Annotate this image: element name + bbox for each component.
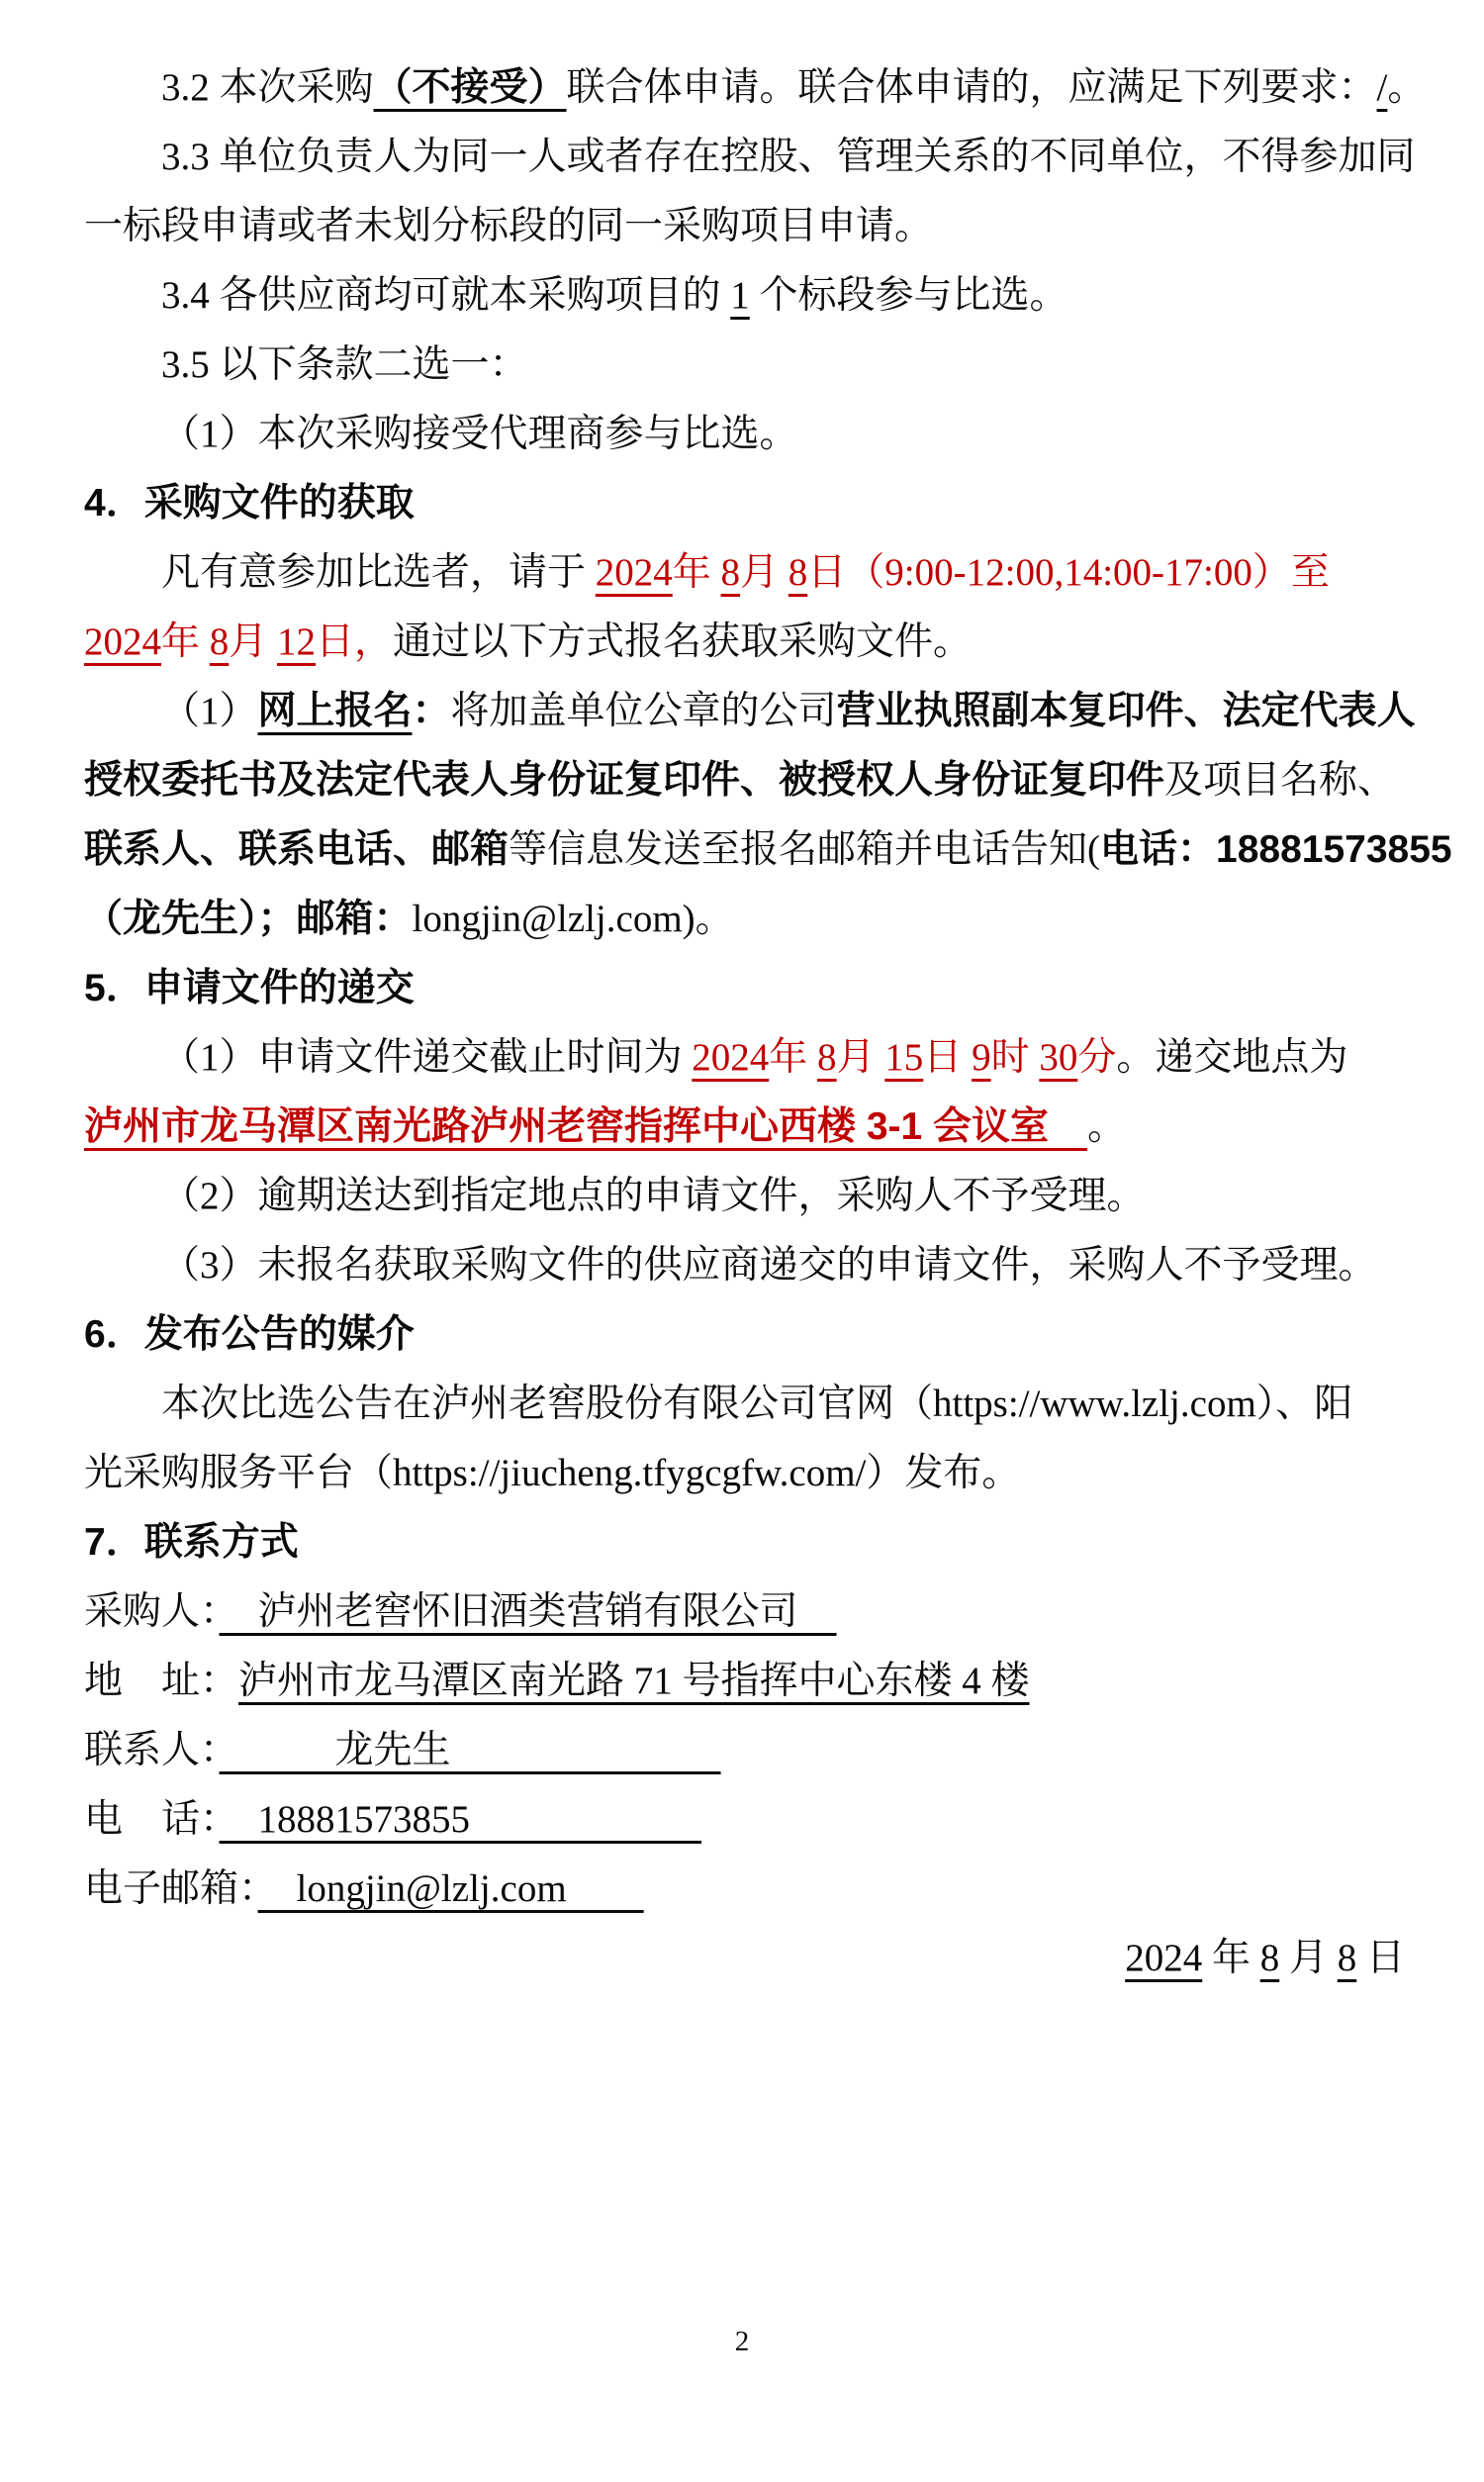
- contact-email: [84, 1855, 1405, 1924]
- text-run: 4．采购文件的获取: [84, 482, 415, 525]
- text-run: 8: [788, 551, 808, 594]
- text-run: 龙先生: [219, 1729, 721, 1771]
- text-run: 个标段参与比选。: [749, 274, 1068, 317]
- text-run: 2024: [692, 1036, 770, 1079]
- text-run: )。: [682, 898, 734, 940]
- text-run: 电子邮箱：: [84, 1867, 258, 1910]
- heading-section-5: [84, 954, 1405, 1023]
- doc-date: [84, 1924, 1405, 1993]
- text-run: 通过以下方式报名获取采购文件。: [393, 620, 973, 663]
- text-run: 泸州老窖怀旧酒类营销有限公司: [219, 1590, 837, 1633]
- text-run: 月: [229, 620, 278, 663]
- clause-3-5-option-1: [84, 400, 1405, 469]
- text-run: 2024: [84, 620, 161, 663]
- clause-3-4: [84, 261, 1405, 331]
- text-run: 12: [277, 620, 317, 663]
- text-run: 8: [817, 1036, 837, 1079]
- text-run: 泸州市龙马潭区南光路 71 号指挥中心东楼 4 楼: [238, 1660, 1030, 1702]
- clause-3-2: [84, 53, 1427, 123]
- text-run: 5．申请文件的递交: [84, 967, 415, 1009]
- text-run: 3.2 本次采购: [161, 66, 374, 109]
- text-run: 8: [1337, 1937, 1357, 1979]
- text-run: （1）: [161, 690, 258, 732]
- text-run: longjin@lzlj.com: [412, 898, 683, 940]
- para-media: [84, 1370, 1405, 1508]
- text-run: 6．发布公告的媒介: [84, 1313, 415, 1356]
- document-body: [84, 53, 1452, 1993]
- text-run: 网上报名: [257, 690, 413, 732]
- text-run: 等信息发送至报名邮箱并电话告知(: [509, 828, 1101, 871]
- text-run: 联系人、联系电话、邮箱: [84, 828, 510, 871]
- contact-purchaser: [84, 1577, 1405, 1647]
- text-run: （3）未报名获取采购文件的供应商递交的申请文件，采购人不予受理。: [161, 1244, 1377, 1287]
- text-run: 2024: [595, 551, 673, 594]
- text-run: 年: [672, 551, 721, 594]
- contact-address: [84, 1647, 1405, 1716]
- text-run: 授权委托书及法定代表人身份证复印件、被授权人身份证复印件: [84, 759, 1165, 802]
- text-run: 电 话：: [84, 1798, 220, 1841]
- heading-section-4: [84, 469, 1405, 538]
- text-run: （龙先生）；邮箱：: [84, 898, 413, 940]
- text-run: 日（9:00-12:00,14:00-17:00）至: [807, 551, 1330, 594]
- para-online-registration: [84, 677, 1452, 954]
- text-run: 分: [1077, 1036, 1117, 1079]
- text-run: （1）本次采购接受代理商参与比选。: [161, 413, 798, 455]
- text-run: 年: [161, 620, 210, 663]
- text-run: 采购人：: [84, 1590, 220, 1633]
- text-run: 及项目名称、: [1164, 759, 1397, 802]
- text-run: 2024: [1125, 1937, 1203, 1979]
- text-run: 7．联系方式: [84, 1521, 299, 1564]
- text-run: 年: [769, 1036, 818, 1079]
- text-run: 月: [1279, 1937, 1338, 1979]
- text-run: 电话：18881573855: [1100, 828, 1452, 871]
- heading-section-7: [84, 1508, 1405, 1577]
- contact-person: [84, 1716, 1405, 1785]
- text-run: 凡有意参加比选者，请于: [161, 551, 596, 594]
- text-run: ：: [412, 690, 451, 732]
- text-run: 日: [923, 1036, 973, 1079]
- text-run: 日，: [316, 620, 394, 663]
- text-run: 3.4 各供应商均可就本采购项目的: [161, 274, 731, 317]
- text-run: 8: [720, 551, 741, 594]
- clause-3-3: [84, 123, 1416, 261]
- text-run: 。: [1387, 66, 1427, 109]
- text-run: 地 址：: [84, 1660, 239, 1702]
- text-run: 光采购服务平台（https://jiucheng.tfygcgfw.com/）发布。: [84, 1452, 1021, 1494]
- text-run: 一标段申请或者未划分标段的同一采购项目申请。: [84, 205, 934, 247]
- text-run: 年: [1202, 1937, 1260, 1979]
- text-run: 15: [884, 1036, 924, 1079]
- text-run: 3.5 以下条款二选一：: [161, 343, 528, 386]
- text-run: （1）申请文件递交截止时间为: [161, 1036, 693, 1079]
- text-run: 联系人：: [84, 1729, 220, 1771]
- contact-phone: [84, 1785, 1405, 1855]
- text-run: 3.3 单位负责人为同一人或者存在控股、管理关系的不同单位，不得参加同: [161, 136, 1416, 178]
- clause-3-5: [84, 331, 1405, 400]
- text-run: 。递交地点为: [1116, 1036, 1348, 1079]
- text-run: （2）逾期送达到指定地点的申请文件，采购人不予受理。: [161, 1175, 1146, 1217]
- text-run: 1: [730, 274, 750, 317]
- text-run: 月: [740, 551, 788, 594]
- text-run: 9: [972, 1036, 991, 1079]
- text-run: 月: [836, 1036, 885, 1079]
- text-run: 。: [1087, 1105, 1127, 1148]
- text-run: 营业执照副本复印件、法定代表人: [836, 690, 1416, 732]
- text-run: 30: [1039, 1036, 1078, 1079]
- text-run: 8: [1259, 1937, 1280, 1979]
- text-run: /: [1376, 66, 1388, 109]
- text-run: 18881573855: [219, 1798, 702, 1841]
- para-deadline: [84, 1023, 1405, 1093]
- text-run: 8: [209, 620, 230, 663]
- para-unregistered: [84, 1231, 1405, 1300]
- text-run: 联合体申请。联合体申请的，应满足下列要求：: [566, 66, 1377, 109]
- text-run: （不接受）: [373, 66, 567, 109]
- para-venue: [84, 1093, 1405, 1162]
- heading-section-6: [84, 1300, 1405, 1370]
- text-run: 日: [1356, 1937, 1405, 1979]
- para-obtain-time: [84, 538, 1405, 677]
- para-overdue: [84, 1162, 1405, 1231]
- text-run: 时: [990, 1036, 1040, 1079]
- text-run: 将加盖单位公章的公司: [450, 690, 837, 732]
- text-run: 本次比选公告在泸州老窖股份有限公司官网（https://www.lzlj.com）、阳: [161, 1383, 1353, 1425]
- text-run: longjin@lzlj.com: [257, 1867, 644, 1910]
- page-number: 2: [734, 2326, 750, 2357]
- text-run: [1049, 1105, 1087, 1148]
- text-run: 泸州市龙马潭区南光路泸州老窖指挥中心西楼 3-1 会议室: [84, 1105, 1050, 1148]
